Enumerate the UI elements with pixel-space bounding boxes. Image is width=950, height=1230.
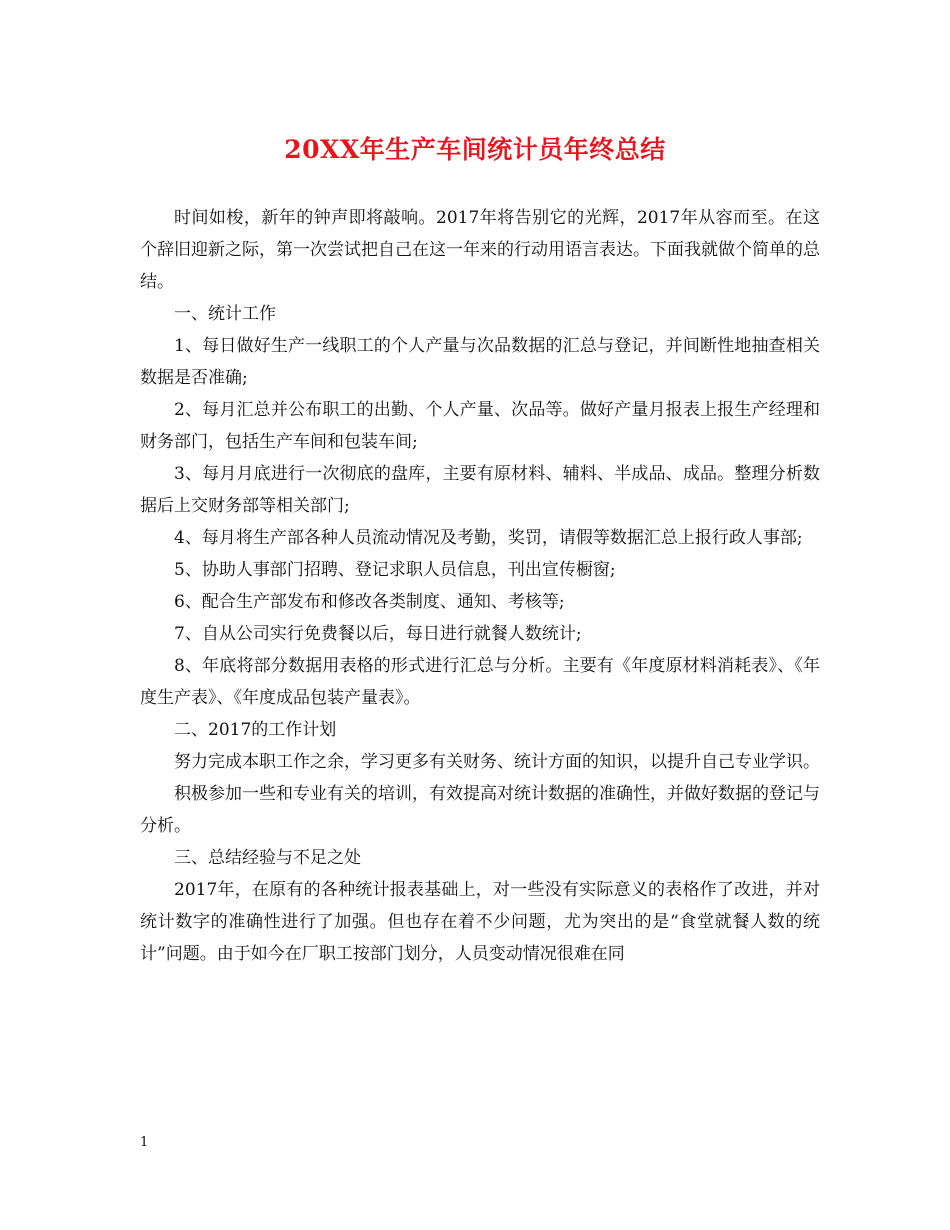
section-heading-summary: 三、总结经验与不足之处: [174, 848, 361, 868]
paragraph-summary: 2017年，在原有的各种统计报表基础上，对一些没有实际意义的表格作了改进，并对统计数字的准确性进行了加强。但也存在着不少问题，尤为突出的是“食堂就餐人数的统计”问题。由于如今在厂职工按部门划分，人员变动情况很难在同: [140, 880, 820, 964]
list-item: 6、配合生产部发布和修改各类制度、通知、考核等;: [174, 592, 565, 612]
list-item: 7、自从公司实行免费餐以后，每日进行就餐人数统计;: [174, 624, 582, 644]
document-title: 20XX年生产车间统计员年终总结: [284, 135, 666, 164]
document-body: [140, 202, 820, 970]
section-heading-plan: 二、2017的工作计划: [174, 720, 337, 740]
list-item: 8、年底将部分数据用表格的形式进行汇总与分析。主要有《年度原材料消耗表》、《年度生产表》、《年度成品包装产量表》。: [140, 656, 820, 708]
section-heading-statistics: 一、统计工作: [174, 304, 276, 324]
list-item: 1、每日做好生产一线职工的个人产量与次品数据的汇总与登记，并间断性地抽查相关数据是否准确;: [140, 336, 820, 388]
list-item: 4、每月将生产部各种人员流动情况及考勤，奖罚，请假等数据汇总上报行政人事部;: [174, 528, 803, 548]
page-number: 1: [140, 1135, 149, 1150]
paragraph-intro: 时间如梭，新年的钟声即将敲响。2017年将告别它的光辉，2017年从容而至。在这个辞旧迎新之际，第一次尝试把自己在这一年来的行动用语言表达。下面我就做个简单的总结。: [140, 208, 820, 292]
paragraph-plan-1: 努力完成本职工作之余，学习更多有关财务、统计方面的知识，以提升自己专业学识。: [174, 752, 820, 772]
list-item: 3、每月月底进行一次彻底的盘库，主要有原材料、辅料、半成品、成品。整理分析数据后上交财务部等相关部门;: [140, 464, 820, 516]
list-item: 2、每月汇总并公布职工的出勤、个人产量、次品等。做好产量月报表上报生产经理和财务部门，包括生产车间和包装车间;: [140, 400, 820, 452]
list-item: 5、协助人事部门招聘、登记求职人员信息，刊出宣传橱窗;: [174, 560, 616, 580]
paragraph-plan-2: 积极参加一些和专业有关的培训，有效提高对统计数据的准确性，并做好数据的登记与分析。: [140, 784, 820, 836]
